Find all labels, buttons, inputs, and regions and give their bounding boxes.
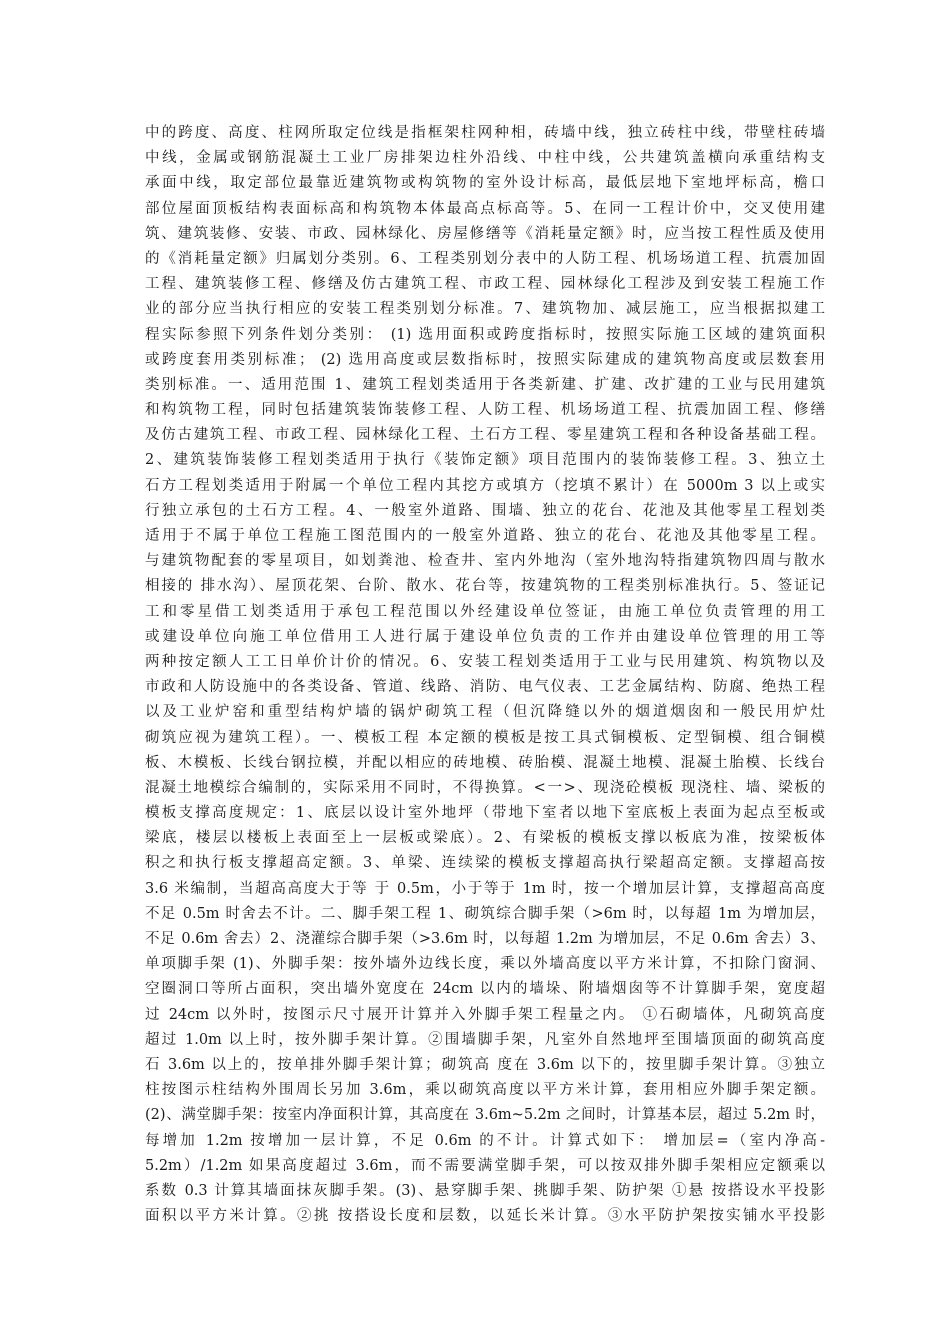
text-line: 每增加 1.2m 按增加一层计算，不足 0.6m 的不计。计算式如下： 增加层=（室内净高- xyxy=(145,1132,825,1149)
text-line: 工和零星借工划类适用于承包工程范围以外经建设单位签证，由施工单位负责管理的用工 xyxy=(145,603,825,620)
text-line: 类别标准。一、适用范围 1、建筑工程划类适用于各类新建、扩建、改扩建的工业与民用建筑 xyxy=(145,376,825,393)
text-line: 柱按图示柱结构外围周长另加 3.6m，乘以砌筑高度以平方米计算，套用相应外脚手架定额。 xyxy=(145,1082,825,1099)
text-line: 单项脚手架 (1)、外脚手架：按外墙外边线长度，乘以外墙高度以平方米计算，不扣除门窗洞、 xyxy=(145,956,825,973)
text-line: 石 3.6m 以上的，按单排外脚手架计算；砌筑高 度在 3.6m 以下的，按里脚手架计算。③独立 xyxy=(145,1056,825,1073)
text-line: 3.6 米编制，当超高高度大于等 于 0.5m，小于等于 1m 时，按一个增加层计算，支撑超高高度 xyxy=(145,880,825,897)
text-line: 市政和人防设施中的各类设备、管道、线路、消防、电气仪表、工艺金属结构、防腐、绝热工程 xyxy=(145,679,825,696)
text-line: 承面中线，取定部位最靠近建筑物或构筑物的室外设计标高，最低层地下室地坪标高，檐口 xyxy=(145,175,825,192)
text-line: 适用于不属于单位工程施工图范围内的一般室外道路、独立的花台、花池及其他零星工程。 xyxy=(145,528,825,544)
text-line: 及仿古建筑工程、市政工程、园林绿化工程、土石方工程、零星建筑工程和各种设备基础工程。 xyxy=(145,427,825,444)
text-line: 中的跨度、高度、柱网所取定位线是指框架柱网种相，砖墙中线，独立砖柱中线，带壁柱砖墙 xyxy=(145,125,825,141)
text-line: 过 24cm 以外时，按图示尺寸展开计算并入外脚手架工程量之内。 ①石砌墙体，凡砌筑高度 xyxy=(145,1006,825,1023)
text-line: 空圈洞口等所占面积，突出墙外宽度在 24cm 以内的墙垛、附墙烟囱等不计算脚手架，宽度超 xyxy=(145,981,825,998)
body-text xyxy=(145,121,825,1229)
text-line: 超过 1.0m 以上时，按外脚手架计算。②围墙脚手架，凡室外自然地坪至围墙顶面的砌筑高度 xyxy=(145,1031,825,1048)
text-line: 或跨度套用类别标准； (2) 选用高度或层数指标时，按照实际建成的建筑物高度或层数套用 xyxy=(145,351,825,368)
text-line: 以及工业炉窑和重型结构炉墙的锅炉砌筑工程（但沉降缝以外的烟道烟囱和一般民用炉灶 xyxy=(145,704,825,721)
text-line: 筑、建筑装修、安装、市政、园林绿化、房屋修缮等《消耗量定额》时，应当按工程性质及使用 xyxy=(145,225,825,242)
text-line: 不足 0.5m 时舍去不计。二、脚手架工程 1、砌筑综合脚手架（>6m 时，以每超 1m 为增加层， xyxy=(145,905,825,922)
text-line: 或建设单位向施工单位借用工人进行属于建设单位负责的工作并由建设单位管理的用工等 xyxy=(145,628,825,645)
text-line: 2、建筑装饰装修工程划类适用于执行《装饰定额》项目范围内的装饰装修工程。3、独立土 xyxy=(145,452,825,469)
text-line: 和构筑物工程，同时包括建筑装饰装修工程、人防工程、机场场道工程、抗震加固工程、修缮 xyxy=(145,402,825,419)
text-line: 工程、建筑装修工程、修缮及仿古建筑工程、市政工程、园林绿化工程涉及到安装工程施工作 xyxy=(145,276,825,293)
text-line: 5.2m）/1.2m 如果高度超过 3.6m，而不需要满堂脚手架，可以按双排外脚手架相应定额乘以 xyxy=(145,1157,825,1174)
text-line: 砌筑应视为建筑工程）。一、模板工程 本定额的模板是按工具式铜模板、定型铜模、组合铜模 xyxy=(145,729,825,746)
text-line: 积之和执行板支撑超高定额。3、单梁、连续梁的模板支撑超高执行梁超高定额。支撑超高按 xyxy=(145,855,825,872)
text-line: 行独立承包的土石方工程。4、一般室外道路、围墙、独立的花台、花池及其他零星工程划类 xyxy=(145,502,825,519)
text-line: 梁底，楼层以楼板上表面至上一层板或梁底）。2、有梁板的模板支撑以板底为准，按梁板体 xyxy=(145,830,825,847)
text-line: 石方工程划类适用于附属一个单位工程内其挖方或填方（挖填不累计）在 5000m 3 以上或实 xyxy=(145,477,825,494)
text-line: 板、木模板、长线台钢拉模，并配以相应的砖地模、砖胎模、混凝土地模、混凝土胎模、长线台 xyxy=(145,754,825,771)
text-line: 部位屋面顶板结构表面标高和构筑物本体最高点标高等。5、在同一工程计价中，交叉使用建 xyxy=(145,200,825,217)
text-line: 与建筑物配套的零星项目，如划粪池、检查井、室内外地沟（室外地沟特指建筑物四周与散水 xyxy=(145,553,825,570)
text-line: 面积以平方米计算。②挑 按搭设长度和层数，以延长米计算。③水平防护架按实铺水平投影 xyxy=(145,1208,825,1225)
text-line: 中线，金属或钢筋混凝土工业厂房排架边柱外沿线、中柱中线，公共建筑盖横向承重结构支 xyxy=(145,150,825,167)
text-line: 两种按定额人工工日单价计价的情况。6、安装工程划类适用于工业与民用建筑、构筑物以及 xyxy=(145,653,825,670)
text-line: 系数 0.3 计算其墙面抹灰脚手架。(3)、悬穿脚手架、挑脚手架、防护架 ①悬 按搭设水平投影 xyxy=(145,1182,825,1199)
text-line: (2)、满堂脚手架：按室内净面积计算，其高度在 3.6m~5.2m 之间时，计算基本层，超过 5.2m 时， xyxy=(145,1107,825,1124)
text-line: 不足 0.6m 舍去）2、浇灌综合脚手架（>3.6m 时，以每超 1.2m 为增加层，不足 0.6m 舍去）3、 xyxy=(145,931,825,947)
text-line: 程实际参照下列条件划分类别： (1) 选用面积或跨度指标时，按照实际施工区域的建筑面积 xyxy=(145,326,825,343)
text-line: 业的部分应当执行相应的安装工程类别划分标准。7、建筑物加、减层施工，应当根据拟建工 xyxy=(145,301,825,318)
text-line: 模板支撑高度规定：1、底层以设计室外地坪（带地下室者以地下室底板上表面为起点至板或 xyxy=(145,805,825,822)
text-line: 的《消耗量定额》归属划分类别。6、工程类别划分表中的人防工程、机场场道工程、抗震加固 xyxy=(145,250,825,267)
text-line: 混凝土地模综合编制的，实际采用不同时，不得换算。<一>、现浇砼模板 现浇柱、墙、梁板的 xyxy=(145,779,825,796)
text-line: 相接的 排水沟）、屋顶花架、台阶、散水、花台等，按建筑物的工程类别标准执行。5、签证记 xyxy=(145,578,825,595)
